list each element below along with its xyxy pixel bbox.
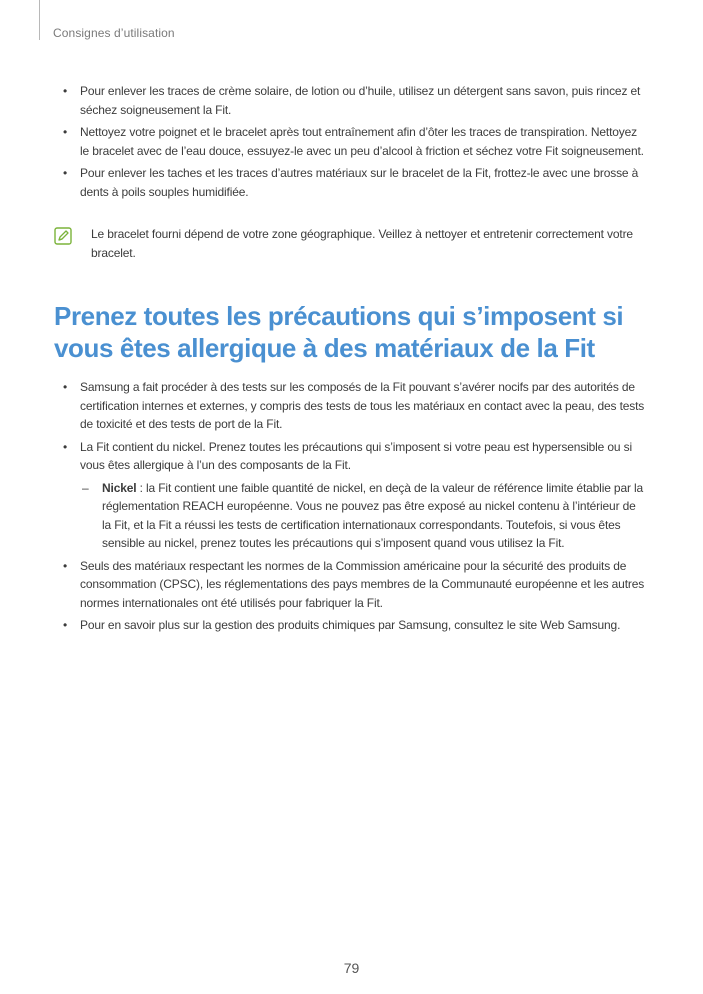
note-text: Le bracelet fourni dépend de votre zone géographique. Veillez à nettoyer et entretenir correctement votre bracelet. [91,227,633,260]
list-item: • Pour enlever les traces de crème solaire, de lotion ou d’huile, utilisez un détergent sans savon, puis rincez et séchez soigneusement la Fit. [63,84,641,117]
list-item: • Seuls des matériaux respectant les normes de la Commission américaine pour la sécurité des produits de consommation (CPSC), les réglementations des pays membres de la Communauté européenne et les autres normes internationales ont été utilisés pour fabriquer la Fit. [63,558,645,610]
nickel-keyword: Nickel [102,480,137,495]
header-rule [39,0,40,40]
sub-list-item: – Nickel : la Fit contient une faible quantité de nickel, en deçà de la valeur de référence limite établie par la réglementation REACH européenne. Vous ne pouvez pas être exposé au nickel contenu à l’intérieur de la Fit, et la Fit a réussi les tests de certification internationaux correspondants. Toutefois, si vous êtes sensible au nickel, prenez toutes les précautions qui s’imposent quand vous utilisez la Fit. [82,480,644,550]
cleaning-list [0,82,703,205]
list-item: • Pour en savoir plus sur la gestion des produits chimiques par Samsung, consultez le site Web Samsung. [63,618,621,632]
section-title: Prenez toutes les précautions qui s’imposent si vous êtes allergique à des matériaux de la Fit [54,301,624,363]
allergy-list [0,378,703,639]
list-item: • La Fit contient du nickel. Prenez toutes les précautions qui s’imposent si votre peau est hypersensible ou si vous êtes allergique à l’un des composants de la Fit. – Nickel : la Fit contient une faible quantité de nickel, en deçà de la valeur de référence limite établie par la réglementation REACH européenne. Vous ne pouvez pas être exposé au nickel contenu à l’intérieur de la Fit, et la Fit a réussi les tests de certification internationaux correspondants. Toutefois, si vous êtes sensible au nickel, prenez toutes les précautions qui s’imposent quand vous utilisez la Fit. [0,438,703,553]
list-item: • Samsung a fait procéder à des tests sur les composés de la Fit pouvant s’avérer nocifs par des autorités de certification internes et externes, y compris des tests de tous les matériaux en contact avec la peau, des tests de toxicité et des tests de port de la Fit. [63,380,645,431]
list-item: • Nettoyez votre poignet et le bracelet après tout entraînement afin d’ôter les traces de transpiration. Nettoyez le bracelet avec de l’eau douce, essuyez-le avec un peu d’alcool à friction et séchez votre Fit soigneusement. [63,125,644,158]
page-number: 79 [343,960,360,976]
section-header: Consignes d’utilisation [53,26,175,40]
list-item: • Pour enlever les taches et les traces d’autres matériaux sur le bracelet de la Fit, frottez-le avec une brosse à dents à poils souples humidifiée. [63,166,639,199]
note-pencil-icon [54,227,72,245]
